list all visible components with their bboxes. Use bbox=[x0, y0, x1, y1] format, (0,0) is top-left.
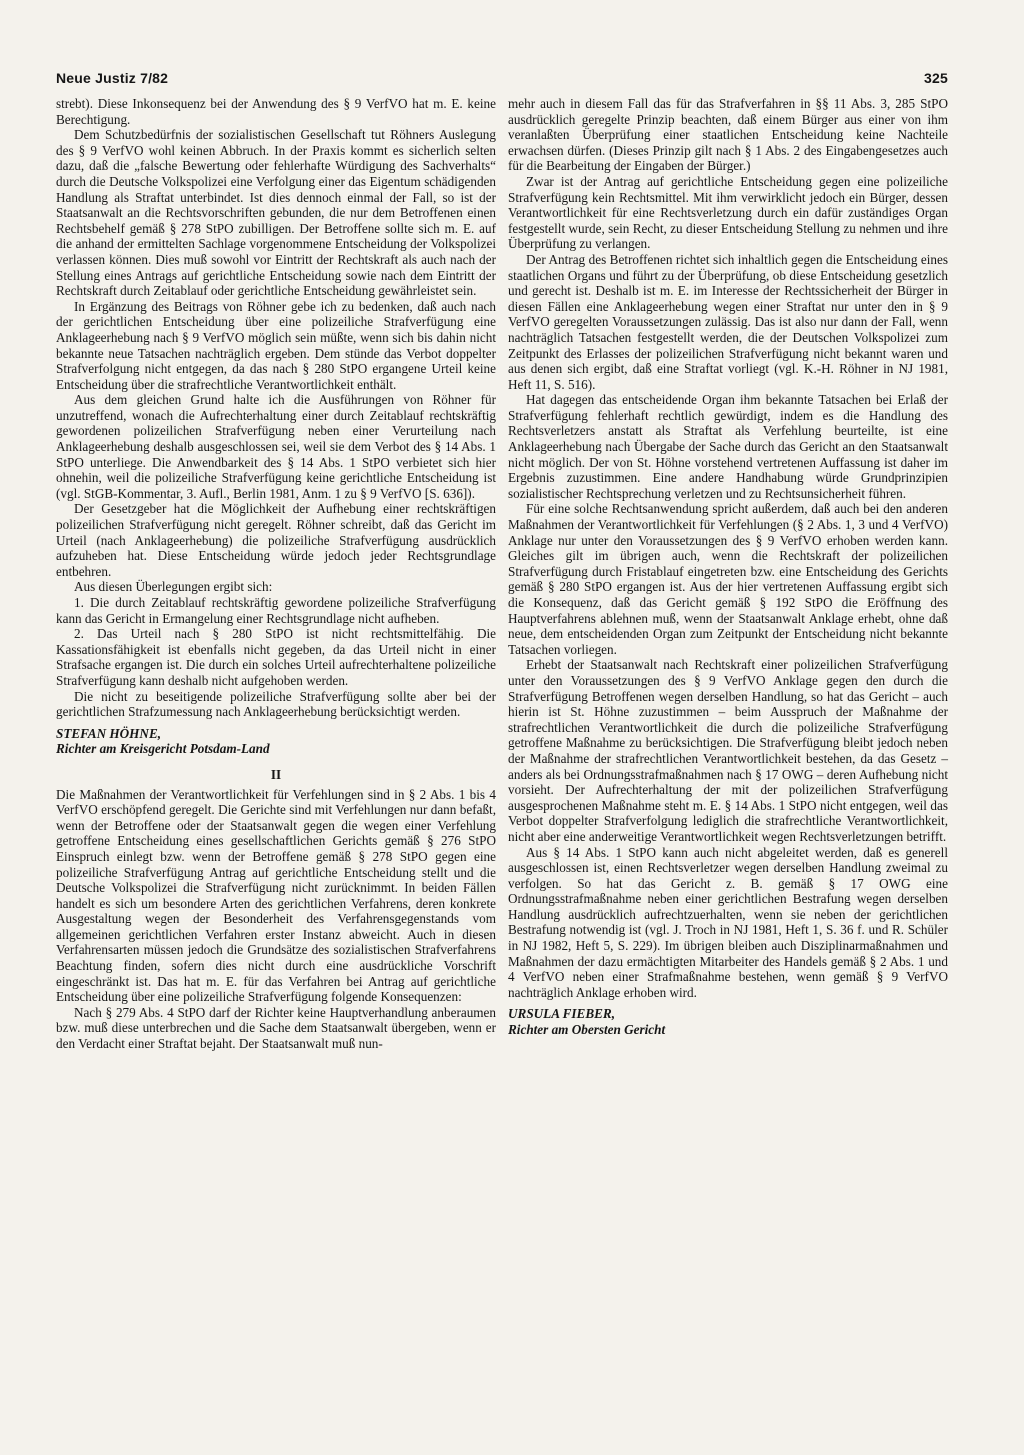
left-paragraph: strebt). Diese Inkonsequenz bei der Anwendung des § 9 VerfVO hat m. E. keine Berechtigung. bbox=[56, 96, 496, 127]
right-paragraph: Für eine solche Rechtsanwendung spricht außerdem, daß auch bei den anderen Maßnahmen der Verantwortlichkeit für Verfehlungen (§ 2 Abs. 1, 3 und 4 VerfVO) Anklage nur unter den Voraussetzungen des § 9 VerfVO erhoben werden kann. Gleiches gilt im übrigen auch, wenn die Rechtskraft der polizeilichen Strafverfügung durch Fristablauf eingetreten bzw. eine Entscheidung des Gerichts gemäß § 280 StPO ergangen ist. Aus der hier vertretenen Auffassung ergibt sich die Konsequenz, daß das Gericht gemäß § 192 StPO die Eröffnung des Hauptverfahrens ablehnen muß, wenn der Staatsanwalt Anklage erhebt, ohne daß neue, dem entscheidenden Organ zum Zeitpunkt der Entscheidung nicht bekannte Tatsachen vorliegen. bbox=[508, 501, 948, 657]
journal-title: Neue Justiz 7/82 bbox=[56, 70, 169, 86]
left-paragraph: 1. Die durch Zeitablauf rechtskräftig gewordene polizeiliche Strafverfügung kann das Gericht in Ermangelung einer Rechtsgrundlage nicht aufheben. bbox=[56, 595, 496, 626]
right-author-title: Richter am Obersten Gericht bbox=[508, 1022, 666, 1038]
left-paragraph: Der Gesetzgeber hat die Möglichkeit der Aufhebung einer rechtskräftigen polizeilichen Strafverfügung nicht geregelt. Röhner schreibt, daß das Gericht im Urteil (nach Anklageerhebung) die polizeiliche Strafverfügung ausdrücklich aufzuheben hat. Diese Entscheidung würde jedoch jeder Rechtsgrundlage entbehren. bbox=[56, 501, 496, 579]
page-number: 325 bbox=[924, 70, 948, 86]
left-paragraph: Aus dem gleichen Grund halte ich die Ausführungen von Röhner für unzutreffend, wonach die Aufrechterhaltung einer durch Zeitablauf rechtskräftig gewordenen polizeilichen Strafverfügung neben einer Verurteilung nach Anklageerhebung deshalb ausgeschlossen sei, weil sie dem Verbot des § 14 Abs. 1 StPO unterliege. Die Anwendbarkeit des § 14 Abs. 1 StPO verbietet sich hier ohnehin, weil die polizeiliche Strafverfügung keine gerichtliche Entscheidung ist (vgl. StGB-Kommentar, 3. Aufl., Berlin 1981, Anm. 1 zu § 9 VerfVO [S. 636]). bbox=[56, 392, 496, 501]
left-paragraph: Die Maßnahmen der Verantwortlichkeit für Verfehlungen sind in § 2 Abs. 1 bis 4 VerfVO erschöpfend geregelt. Die Gerichte sind mit Verfehlungen nur dann befaßt, wenn der Betroffene oder der Staatsanwalt gegen die wegen einer Verfehlung getroffene Entscheidung eines gesellschaftlichen Gerichts gemäß § 276 StPO Einspruch einlegt bzw. wenn der Betroffene gemäß § 278 StPO gegen eine polizeiliche Strafverfügung Antrag auf gerichtliche Entscheidung stellt und die Deutsche Volkspolizei die Strafverfügung nicht zurücknimmt. In beiden Fällen handelt es sich um besondere Arten des gerichtlichen Verfahrens, deren konkrete Ausgestaltung wegen der Besonderheit des Verfahrensgegenstands vom allgemeinen gerichtlichen Verfahren erster Instanz abweicht. Auch in diesen Verfahrensarten müssen jedoch die Grundsätze des sozialistischen Strafverfahrens Beachtung finden, sofern dies nicht durch eine ausdrückliche Vorschrift eingeschränkt ist. Das hat m. E. für das Verfahren bei Antrag auf gerichtliche Entscheidung über eine polizeiliche Strafverfügung folgende Konsequenzen: bbox=[56, 786, 496, 1005]
left-paragraph: 2. Das Urteil nach § 280 StPO ist nicht rechtsmittelfähig. Die Kassationsfähigkeit ist ebenfalls nicht gegeben, da das Urteil nicht in einer Strafsache ergangen ist. Die durch ein solches Urteil aufrechterhaltene polizeiliche Strafverfügung kann deshalb nicht aufgehoben werden. bbox=[56, 626, 496, 688]
left-author-title: Richter am Kreisgericht Potsdam-Land bbox=[56, 741, 270, 757]
section-heading: II bbox=[270, 766, 282, 782]
right-column bbox=[508, 96, 948, 1038]
left-author-name: STEFAN HÖHNE, bbox=[56, 725, 162, 741]
left-column bbox=[56, 96, 496, 1052]
left-paragraph: Nach § 279 Abs. 4 StPO darf der Richter keine Hauptverhandlung anberaumen bzw. muß diese unterbrechen und die Sache dem Staatsanwalt übergeben, wenn er den Verdacht einer Straftat bejaht. Der Staatsanwalt muß nun- bbox=[56, 1004, 496, 1052]
right-paragraph: mehr auch in diesem Fall das für das Strafverfahren in §§ 11 Abs. 3, 285 StPO ausdrücklich geregelte Prinzip beachten, daß einem Bürger aus einer von ihm veranlaßten Überprüfung einer staatlichen Entscheidung keine Nachteile erwachsen dürfen. (Dieses Prinzip gilt nach § 1 Abs. 2 des Eingabengesetzes auch für die Bearbeitung der Eingaben der Bürger.) bbox=[508, 96, 948, 174]
right-author-name: URSULA FIEBER, bbox=[508, 1006, 616, 1022]
left-paragraph: Aus diesen Überlegungen ergibt sich: bbox=[74, 579, 273, 595]
left-paragraph: Die nicht zu beseitigende polizeiliche Strafverfügung sollte aber bei der gerichtlichen Strafzumessung nach Anklageerhebung berücksichtigt werden. bbox=[56, 688, 496, 720]
right-paragraph: Hat dagegen das entscheidende Organ ihm bekannte Tatsachen bei Erlaß der Strafverfügung fehlerhaft rechtlich gewürdigt, indem es die Handlung des Rechtsverletzers anstatt als Straftat als Verfehlung beurteilte, ist eine Anklageerhebung nach Übergabe der Sache durch das Gericht an den Staatsanwalt nicht möglich. Der von St. Höhne vorstehend vertretenen Auffassung ist daher im Ergebnis zuzustimmen. Eine andere Handhabung würde Grundprinzipien sozialistischer Rechtsprechung verletzen und zu Rechtsunsicherheit führen. bbox=[508, 392, 948, 501]
right-paragraph: Aus § 14 Abs. 1 StPO kann auch nicht abgeleitet werden, daß es generell ausgeschlossen ist, einen Rechtsverletzer wegen derselben Handlung zweimal zu verfolgen. So hat das Gericht z. B. gemäß § 17 OWG eine Ordnungsstrafmaßnahme neben einer gerichtlichen Bestrafung wegen derselben Handlung ausdrücklich aufrechtzuerhalten, wenn sie neben der gerichtlichen Bestrafung notwendig ist (vgl. J. Troch in NJ 1981, Heft 1, S. 36 f. und R. Schüler in NJ 1982, Heft 5, S. 229). Im übrigen bleiben auch Disziplinarmaßnahmen und Maßnahmen der dazu ermächtigten Mitarbeiter des Handels gemäß § 2 Abs. 1 und 4 VerfVO neben einer Strafmaßnahme bestehen, wenn gemäß § 9 VerfVO nachträglich Anklage erhoben wird. bbox=[508, 844, 948, 1000]
right-paragraph: Zwar ist der Antrag auf gerichtliche Entscheidung gegen eine polizeiliche Strafverfügung kein Rechtsmittel. Mit ihm verwirklicht jedoch ein Bürger, dessen Verantwortlichkeit für eine Rechtsverletzung durch ein dafür zuständiges Organ festgestellt wurde, sein Recht, zu dieser Entscheidung Stellung zu nehmen und ihre Überprüfung zu verlangen. bbox=[508, 173, 948, 252]
right-paragraph: Der Antrag des Betroffenen richtet sich inhaltlich gegen die Entscheidung eines staatlichen Organs und führt zu der Überprüfung, ob diese Entscheidung gesetzlich und gerecht ist. Deshalb ist m. E. im Interesse der Rechtssicherheit der Bürger in diesen Fällen eine Anklageerhebung wegen einer Straftat nur unter den in § 9 VerfVO geregelten Voraussetzungen zulässig. Das ist also nur dann der Fall, wenn nachträglich Tatsachen festgestellt werden, die der Deutschen Volkspolizei zum Zeitpunkt des Erlasses der polizeilichen Strafverfügung nicht bekannt waren und aus denen sich ergibt, daß eine Straftat vorliegt (vgl. K.-H. Röhner in NJ 1981, Heft 11, S. 516). bbox=[508, 251, 948, 392]
left-paragraph: Dem Schutzbedürfnis der sozialistischen Gesellschaft tut Röhners Auslegung des § 9 VerfVO wohl keinen Abbruch. In der Praxis kommt es sicherlich selten dazu, daß die „falsche Bewertung oder fehlerhafte Würdigung des Sachverhalts“ durch die Deutsche Volkspolizei eine Verfolgung einer das Eigentum schädigenden Handlung als Straftat unterbindet. Ist dies dennoch einmal der Fall, so ist der Staatsanwalt an die Rechtsvorschriften gebunden, die nur dem Betroffenen einen Rechtsbehelf gemäß § 278 StPO zubilligen. Der Betroffene sollte sich m. E. auf die anhand der ermittelten Sachlage vorgenommene Entscheidung der Volkspolizei verlassen können. Dies muß sowohl vor Eintritt der Rechtskraft als auch nach der Stellung eines Antrags auf gerichtliche Entscheidung sowie nach dem Eintritt der Rechtskraft durch Zeitablauf oder gerichtliche Entscheidung gewährleistet sein. bbox=[56, 127, 496, 299]
page-header bbox=[56, 70, 948, 86]
right-paragraph: Erhebt der Staatsanwalt nach Rechtskraft einer polizeilichen Strafverfügung unter den Voraussetzungen des § 9 VerfVO Anklage gegen den durch die Strafverfügung Betroffenen wegen derselben Handlung, so hat das Gericht – auch hierin ist St. Höhne zuzustimmen – beim Ausspruch der Maßnahme der strafrechtlichen Verantwortlichkeit die durch die polizeiliche Strafverfügung getroffene Maßnahme zu berücksichtigen. Die Strafverfügung bleibt jedoch neben der Maßnahme der strafrechtlichen Verantwortlichkeit bestehen, da das Gesetz – anders als bei Ordnungsstrafmaßnahmen nach § 17 OWG – deren Aufhebung nicht vorsieht. Der Aufrechterhaltung der mit der polizeilichen Strafverfügung ausgesprochenen Maßnahme steht m. E. § 14 Abs. 1 StPO nicht entgegen, weil das Verbot doppelter Strafverfolgung lediglich die strafrechtliche Verantwortlichkeit, nicht aber eine anderweitige Verantwortlichkeit wegen Rechtsverletzungen betrifft. bbox=[508, 657, 948, 844]
left-paragraph: In Ergänzung des Beitrags von Röhner gebe ich zu bedenken, daß auch nach der gerichtlichen Entscheidung über eine polizeiliche Strafverfügung eine Anklageerhebung nach § 9 VerfVO möglich sein müßte, wenn sich bis dahin nicht bekannte neue Tatsachen nachträglich ergeben. Dem stünde das Verbot doppelter Strafverfolgung nicht entgegen, da das nach § 280 StPO ergangene Urteil keine Entscheidung über die strafrechtliche Verantwortlichkeit enthält. bbox=[56, 298, 496, 392]
